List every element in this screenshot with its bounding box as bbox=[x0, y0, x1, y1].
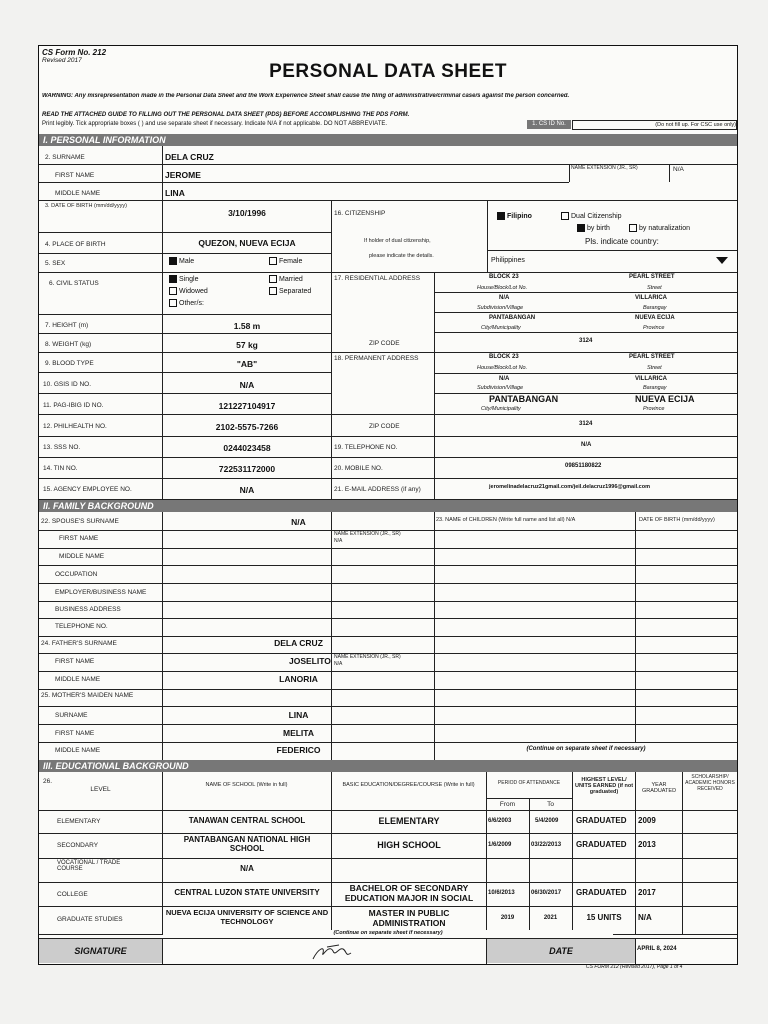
sex-label: 5. SEX bbox=[45, 260, 66, 267]
edu-row-4-from: 2019 bbox=[500, 915, 515, 921]
tin-value: 722531172000 bbox=[218, 464, 276, 474]
family-continue-note: (Continue on separate sheet if necessary) bbox=[526, 746, 646, 752]
perm-province: NUEVA ECIJA bbox=[635, 394, 695, 404]
sex-female-option[interactable]: Female bbox=[269, 257, 302, 265]
perm-city-caption: City/Municipality bbox=[481, 406, 521, 412]
edu-row-3-school: CENTRAL LUZON STATE UNIVERSITY bbox=[174, 888, 320, 897]
first-name-label: FIRST NAME bbox=[55, 172, 95, 179]
mother-maiden-label: 25. MOTHER'S MAIDEN NAME bbox=[41, 692, 134, 699]
edu-row-1-highest: GRADUATED bbox=[576, 840, 627, 849]
cs-id-field bbox=[572, 120, 737, 130]
perm-zip-label: ZIP CODE bbox=[369, 423, 400, 430]
edu-row-4-level: GRADUATE STUDIES bbox=[57, 916, 123, 923]
pagibig-label: 11. PAG-IBIG ID NO. bbox=[43, 402, 104, 409]
res-province: NUEVA ECIJA bbox=[635, 315, 675, 321]
philhealth-label: 12. PHILHEALTH NO. bbox=[43, 423, 107, 430]
edu-row-3-from: 10/6/2013 bbox=[488, 890, 515, 896]
philhealth-value: 2102-5575-7266 bbox=[215, 422, 279, 432]
business-address-label: BUSINESS ADDRESS bbox=[55, 606, 121, 613]
res-house: BLOCK 23 bbox=[489, 274, 519, 280]
weight-value: 57 kg bbox=[236, 340, 258, 350]
height-label: 7. HEIGHT (m) bbox=[45, 322, 89, 329]
checkbox-checked-icon bbox=[497, 212, 505, 220]
edu-row-1-course: HIGH SCHOOL bbox=[377, 840, 441, 850]
children-dob-label: DATE OF BIRTH (mm/dd/yyyy) bbox=[639, 517, 715, 523]
mother-surname-value: LINA bbox=[288, 710, 309, 720]
agency-value: N/A bbox=[239, 485, 255, 495]
civil-married-option[interactable]: Married bbox=[269, 275, 303, 283]
level-header: LEVEL bbox=[90, 786, 111, 793]
mother-first-name-value: MELITA bbox=[282, 728, 314, 738]
perm-prov-caption: Province bbox=[643, 406, 665, 412]
civil-widowed-option[interactable]: Widowed bbox=[169, 287, 208, 295]
signature-mark bbox=[163, 939, 486, 963]
edu-row-0-to: 5/4/2009 bbox=[535, 818, 559, 824]
signature-field[interactable] bbox=[163, 939, 486, 963]
checkbox-empty-icon bbox=[269, 287, 277, 295]
edu-row-0-school: TANAWAN CENTRAL SCHOOL bbox=[188, 816, 306, 825]
pob-value: QUEZON, NUEVA ECIJA bbox=[198, 238, 296, 248]
edu-row-4-year: N/A bbox=[638, 913, 652, 922]
residential-address-label: 17. RESIDENTIAL ADDRESS bbox=[334, 275, 421, 282]
name-ext-label: NAME EXTENSION (JR., SR) bbox=[571, 165, 638, 171]
dob-value: 3/10/1996 bbox=[228, 208, 266, 218]
dual-citizenship-option[interactable]: Dual Citizenship bbox=[561, 212, 622, 220]
spouse-middle-name-label: MIDDLE NAME bbox=[59, 553, 105, 560]
checkbox-checked-icon bbox=[169, 257, 177, 265]
signature-label-cell bbox=[39, 939, 162, 963]
civil-separated-option[interactable]: Separated bbox=[269, 287, 311, 295]
name-ext-value: N/A bbox=[673, 166, 684, 173]
perm-street-caption: Street bbox=[647, 365, 662, 371]
civil-other-option[interactable]: Other/s: bbox=[169, 299, 204, 307]
edu-row-3-to: 06/30/2017 bbox=[531, 890, 562, 896]
country-value: Philippines bbox=[491, 257, 525, 264]
father-ext-value: N/A bbox=[334, 661, 343, 667]
sex-male-option[interactable]: Male bbox=[169, 257, 194, 265]
indicate-country-label: Pls. indicate country: bbox=[585, 237, 659, 246]
res-prov-caption: Province bbox=[643, 325, 665, 331]
edu-row-0-year: 2009 bbox=[638, 816, 656, 825]
checkbox-empty-icon bbox=[269, 257, 277, 265]
filipino-option[interactable]: Filipino bbox=[497, 212, 532, 220]
to-header: To bbox=[547, 801, 554, 808]
mobile-value: 09851180822 bbox=[565, 463, 602, 469]
father-surname-label: 24. FATHER'S SURNAME bbox=[41, 640, 117, 647]
perm-house-caption: House/Block/Lot No. bbox=[477, 365, 528, 371]
dual-note-1: If holder of dual citizenship, bbox=[364, 238, 431, 244]
warning-text: WARNING: Any misrepresentation made in the Personal Data Sheet and the Work Experience Sheet shall cause the filing of administrative/criminal case/s against the person concerned. bbox=[42, 93, 570, 99]
edu-row-1-level: SECONDARY bbox=[57, 842, 99, 849]
date-label-cell bbox=[487, 939, 635, 963]
middle-name-value: LINA bbox=[165, 188, 185, 198]
checkbox-empty-icon bbox=[169, 287, 177, 295]
edu-row-4-to: 2021 bbox=[543, 915, 558, 921]
permanent-address-label: 18. PERMANENT ADDRESS bbox=[334, 355, 419, 362]
res-city-caption: City/Municipality bbox=[481, 325, 521, 331]
civil-status-label: 6. CIVIL STATUS bbox=[49, 280, 99, 287]
surname-value: DELA CRUZ bbox=[165, 152, 214, 162]
sss-label: 13. SSS NO. bbox=[43, 444, 81, 451]
agency-label: 15. AGENCY EMPLOYEE NO. bbox=[43, 486, 132, 493]
surname-label: 2. SURNAME bbox=[45, 154, 85, 161]
spouse-first-name-label: FIRST NAME bbox=[59, 535, 99, 542]
period-header: PERIOD OF ATTENDANCE bbox=[497, 780, 561, 786]
perm-brgy-caption: Barangay bbox=[643, 385, 667, 391]
form-number: CS Form No. 212 bbox=[42, 48, 107, 57]
blood-type-value: "AB" bbox=[236, 359, 258, 369]
edu-row-2-level: VOCATIONAL / TRADE COURSE bbox=[57, 860, 121, 872]
res-city: PANTABANGAN bbox=[489, 315, 536, 321]
perm-barangay: VILLARICA bbox=[635, 376, 667, 382]
edu-row-4-school: NUEVA ECIJA UNIVERSITY OF SCIENCE AND TECHNOLOGY bbox=[165, 908, 329, 926]
edu-row-0-highest: GRADUATED bbox=[576, 816, 627, 825]
education-continue-note: (Continue on separate sheet if necessary) bbox=[163, 930, 613, 936]
perm-house: BLOCK 23 bbox=[489, 354, 519, 360]
telephone-value: N/A bbox=[581, 442, 592, 448]
civil-single-option[interactable]: Single bbox=[169, 275, 198, 283]
citizenship-label: 16. CITIZENSHIP bbox=[334, 210, 386, 217]
edu-row-1-from: 1/6/2009 bbox=[488, 842, 512, 848]
res-barangay: VILLARICA bbox=[635, 295, 667, 301]
father-middle-name-value: LANORIA bbox=[279, 674, 318, 684]
checkbox-checked-icon bbox=[169, 275, 177, 283]
father-surname-value: DELA CRUZ bbox=[274, 638, 323, 648]
spouse-surname-value: N/A bbox=[291, 517, 306, 527]
father-first-name-label: FIRST NAME bbox=[55, 658, 95, 665]
highest-level-header: HIGHEST LEVEL/ UNITS EARNED (if not graduated) bbox=[574, 777, 634, 795]
year-graduated-header: YEAR GRADUATED bbox=[641, 782, 677, 794]
school-header: NAME OF SCHOOL (Write in full) bbox=[205, 782, 288, 788]
cs-id-label: 1. CS ID No. bbox=[527, 120, 571, 129]
email-label: 21. E-MAIL ADDRESS (if any) bbox=[334, 486, 421, 493]
education-num: 26. bbox=[43, 778, 53, 785]
edu-row-1-school: PANTABANGAN NATIONAL HIGH SCHOOL bbox=[183, 835, 311, 853]
dob-label: 3. DATE OF BIRTH (mm/dd/yyyy) bbox=[45, 203, 127, 209]
edu-row-0-from: 6/6/2003 bbox=[488, 818, 512, 824]
res-zip-label: ZIP CODE bbox=[369, 340, 400, 347]
dual-note-2: please indicate the details. bbox=[369, 253, 434, 259]
edu-row-4-course: MASTER IN PUBLIC ADMINISTRATION bbox=[368, 908, 450, 928]
section-education-header: III. EDUCATIONAL BACKGROUND bbox=[39, 760, 737, 772]
spouse-ext-value: N/A bbox=[334, 538, 343, 544]
res-house-caption: House/Block/Lot No. bbox=[477, 285, 528, 291]
mother-middle-name-label: MIDDLE NAME bbox=[55, 747, 101, 754]
guide-text: READ THE ATTACHED GUIDE TO FILLING OUT THE PERSONAL DATA SHEET (PDS) BEFORE ACCOMPLISHING THE PDS FORM. bbox=[42, 112, 410, 118]
course-header: BASIC EDUCATION/DEGREE/COURSE (Write in full) bbox=[342, 782, 475, 788]
form-footer: CS FORM 212 (Revised 2017), Page 1 of 4 bbox=[586, 964, 683, 970]
spouse-ext-label: NAME EXTENSION (JR., SR) bbox=[334, 531, 401, 537]
date-label: DATE bbox=[549, 946, 573, 956]
pob-label: 4. PLACE OF BIRTH bbox=[45, 241, 106, 248]
perm-city: PANTABANGAN bbox=[489, 394, 559, 404]
sss-value: 0244023458 bbox=[223, 443, 271, 453]
father-first-name-value: JOSELITO bbox=[289, 656, 331, 666]
edu-row-3-year: 2017 bbox=[638, 888, 656, 897]
instructions-text: Print legibly. Tick appropriate boxes ( ) and use separate sheet if necessary. Indicate N/A if not applicable. DO NOT ABBREVIATE. bbox=[42, 121, 388, 127]
tin-label: 14. TIN NO. bbox=[43, 465, 78, 472]
section-personal-header: I. PERSONAL INFORMATION bbox=[39, 134, 737, 146]
by-naturalization-option[interactable]: by naturalization bbox=[629, 224, 690, 232]
edu-row-3-highest: GRADUATED bbox=[576, 888, 627, 897]
checkbox-empty-icon bbox=[561, 212, 569, 220]
from-header: From bbox=[499, 801, 516, 808]
res-brgy-caption: Barangay bbox=[643, 305, 667, 311]
personal-data-sheet bbox=[38, 45, 738, 965]
pagibig-value: 121227104917 bbox=[218, 401, 276, 411]
middle-name-label: MIDDLE NAME bbox=[55, 190, 101, 197]
checkbox-checked-icon bbox=[577, 224, 585, 232]
honors-header: SCHOLARSHIP/ ACADEMIC HONORS RECEIVED bbox=[685, 774, 735, 792]
country-select[interactable] bbox=[488, 251, 736, 271]
res-subdivision: N/A bbox=[499, 295, 510, 301]
telephone-no-label: TELEPHONE NO. bbox=[55, 623, 108, 630]
mother-surname-label: SURNAME bbox=[55, 712, 88, 719]
email-value: jeromelinadelacruz21gmail.com/jeil.delacruz1996@gmail.com bbox=[489, 484, 650, 490]
checkbox-empty-icon bbox=[629, 224, 637, 232]
res-zip-value: 3124 bbox=[579, 338, 593, 344]
employer-label: EMPLOYER/BUSINESS NAME bbox=[55, 589, 147, 596]
signature-label: SIGNATURE bbox=[74, 946, 127, 956]
mother-middle-name-value: FEDERICO bbox=[276, 745, 321, 755]
mother-first-name-label: FIRST NAME bbox=[55, 730, 95, 737]
perm-subdivision: N/A bbox=[499, 376, 510, 382]
blood-type-label: 9. BLOOD TYPE bbox=[45, 360, 94, 367]
telephone-label: 19. TELEPHONE NO. bbox=[334, 444, 398, 451]
weight-label: 8. WEIGHT (kg) bbox=[45, 341, 92, 348]
perm-zip-value: 3124 bbox=[579, 421, 593, 427]
first-name-value: JEROME bbox=[165, 170, 201, 180]
res-street-caption: Street bbox=[647, 285, 662, 291]
section-family-header: II. FAMILY BACKGROUND bbox=[39, 500, 737, 512]
checkbox-empty-icon bbox=[269, 275, 277, 283]
height-value: 1.58 m bbox=[233, 321, 261, 331]
form-revision: Revised 2017 bbox=[42, 57, 82, 64]
by-birth-option[interactable]: by birth bbox=[577, 224, 610, 232]
edu-row-2-school: N/A bbox=[240, 864, 254, 873]
mobile-label: 20. MOBILE NO. bbox=[334, 465, 383, 472]
signature-date-value: APRIL 8, 2024 bbox=[637, 946, 677, 952]
res-street: PEARL STREET bbox=[629, 274, 675, 280]
perm-street: PEARL STREET bbox=[629, 354, 675, 360]
father-middle-name-label: MIDDLE NAME bbox=[55, 676, 101, 683]
gsis-value: N/A bbox=[239, 380, 255, 390]
chevron-down-icon bbox=[716, 257, 728, 265]
res-subd-caption: Subdivision/Village bbox=[477, 305, 524, 311]
edu-row-1-to: 03/22/2013 bbox=[531, 842, 562, 848]
edu-row-0-course: ELEMENTARY bbox=[378, 816, 440, 826]
edu-row-4-highest: 15 UNITS bbox=[586, 913, 622, 922]
edu-row-3-course: BACHELOR OF SECONDARY EDUCATION MAJOR IN SOCIAL bbox=[344, 883, 474, 903]
occupation-label: OCCUPATION bbox=[55, 571, 98, 578]
father-ext-label: NAME EXTENSION (JR., SR) bbox=[334, 654, 401, 660]
children-label: 23. NAME of CHILDREN (Write full name and list all) N/A bbox=[436, 517, 576, 523]
page-title: PERSONAL DATA SHEET bbox=[269, 61, 507, 82]
csc-note: (Do not fill up. For CSC use only) bbox=[655, 122, 736, 128]
perm-subd-caption: Subdivision/Village bbox=[477, 385, 524, 391]
edu-row-0-level: ELEMENTARY bbox=[57, 818, 101, 825]
checkbox-empty-icon bbox=[169, 299, 177, 307]
edu-row-1-year: 2013 bbox=[638, 840, 656, 849]
spouse-surname-label: 22. SPOUSE'S SURNAME bbox=[41, 518, 119, 525]
gsis-label: 10. GSIS ID NO. bbox=[43, 381, 92, 388]
edu-row-3-level: COLLEGE bbox=[57, 891, 88, 898]
